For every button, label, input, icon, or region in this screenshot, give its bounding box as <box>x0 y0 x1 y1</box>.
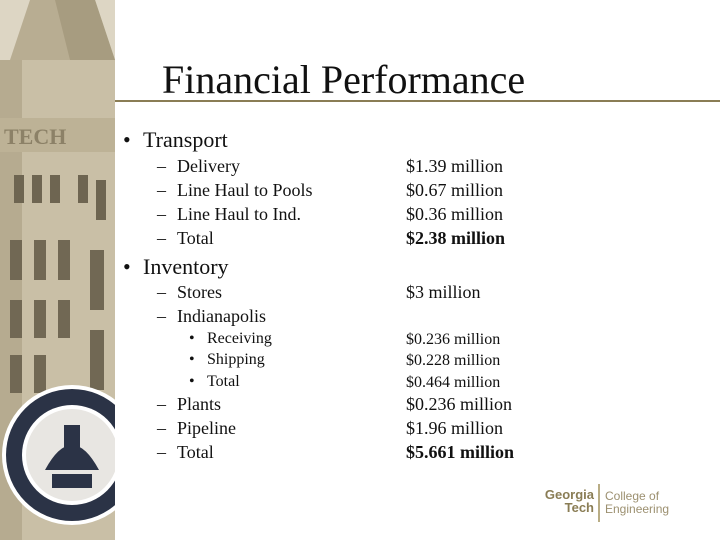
bullet-marker: • <box>123 254 131 279</box>
logo-line: College of <box>605 489 660 503</box>
bullet-marker: • <box>189 351 195 368</box>
tower-and-seal-image <box>0 0 115 540</box>
indianapolis-value: $0.228 million <box>406 352 501 369</box>
transport-value: $1.39 million <box>406 156 504 176</box>
inventory-item <box>157 305 266 327</box>
side-photo <box>0 0 115 540</box>
inventory-label: Inventory <box>143 254 229 279</box>
inventory-item <box>157 393 221 415</box>
inventory-total-value: $5.661 million <box>406 442 515 462</box>
indianapolis-value: $0.236 million <box>406 331 501 348</box>
item-label: Pipeline <box>177 418 236 438</box>
logo-divider <box>598 484 600 522</box>
item-label: Delivery <box>177 156 240 176</box>
item-label: Plants <box>177 394 222 414</box>
college-logo <box>532 482 692 526</box>
item-label: Total <box>177 442 214 462</box>
transport-item <box>157 227 214 249</box>
transport-value: $0.67 million <box>406 180 504 200</box>
dash-marker: – <box>157 418 166 438</box>
item-label: Shipping <box>207 351 265 368</box>
dash-marker: – <box>157 204 166 224</box>
indianapolis-item <box>189 372 240 392</box>
bullet-marker: • <box>189 373 195 390</box>
logo-line: Engineering <box>605 502 670 516</box>
dash-marker: – <box>157 180 166 200</box>
item-label: Total <box>207 373 240 390</box>
inventory-item <box>157 417 236 439</box>
svg-text:TECH: TECH <box>4 124 67 149</box>
logo-line: Tech <box>564 500 594 515</box>
item-label: Total <box>177 228 214 248</box>
dash-marker: – <box>157 228 166 248</box>
inventory-item <box>157 441 214 463</box>
transport-value: $0.36 million <box>406 204 504 224</box>
transport-item <box>157 179 313 201</box>
dash-marker: – <box>157 156 166 176</box>
inventory-value: $1.96 million <box>406 418 504 438</box>
item-label: Receiving <box>207 330 272 347</box>
dash-marker: – <box>157 442 166 462</box>
inventory-bullet <box>123 254 229 280</box>
dash-marker: – <box>157 282 166 302</box>
indianapolis-value: $0.464 million <box>406 374 501 391</box>
item-label: Indianapolis <box>177 306 266 326</box>
dash-marker: – <box>157 394 166 414</box>
logo-line: Georgia <box>544 487 594 502</box>
transport-bullet <box>123 127 228 153</box>
transport-label: Transport <box>143 127 228 152</box>
logo-georgia-tech <box>532 488 594 514</box>
transport-item <box>157 203 301 225</box>
inventory-value: $3 million <box>406 282 481 302</box>
inventory-value: $0.236 million <box>406 394 513 414</box>
dash-marker: – <box>157 306 166 326</box>
bullet-marker: • <box>189 330 195 347</box>
indianapolis-item <box>189 329 272 349</box>
inventory-item <box>157 281 222 303</box>
item-label: Stores <box>177 282 222 302</box>
logo-college <box>605 490 669 516</box>
item-label: Line Haul to Pools <box>177 180 313 200</box>
transport-total-value: $2.38 million <box>406 228 506 248</box>
bullet-marker: • <box>123 127 131 152</box>
item-label: Line Haul to Ind. <box>177 204 301 224</box>
transport-item <box>157 155 240 177</box>
indianapolis-item <box>189 350 265 370</box>
slide-title: Financial Performance <box>162 57 526 102</box>
